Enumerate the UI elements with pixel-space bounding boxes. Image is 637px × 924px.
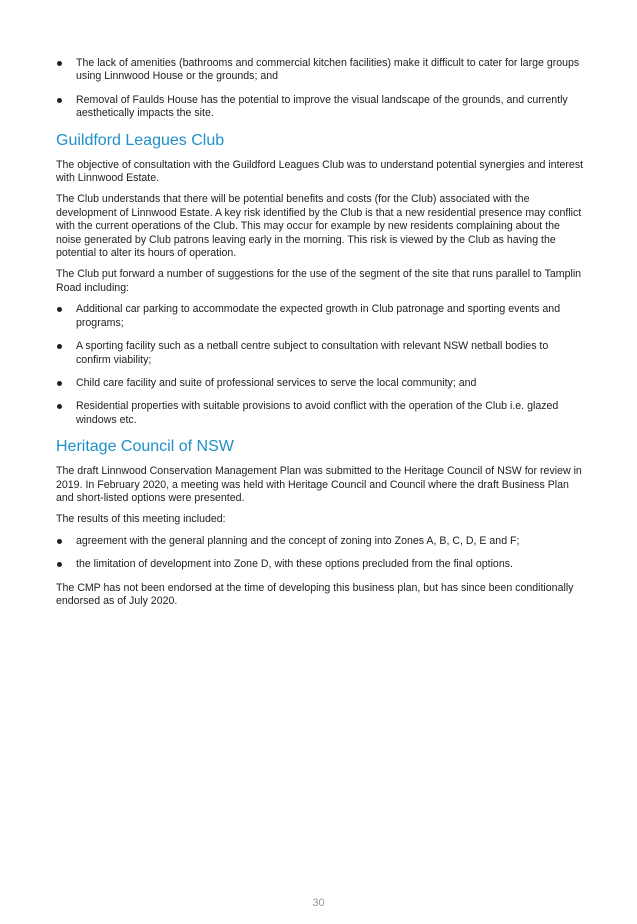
bullet-icon — [57, 307, 62, 312]
paragraph: The Club understands that there will be potential benefits and costs (for the Club) associated with the development of Linnwood Estate. A key risk identified by the Club is that a new residential presence may conflict with the current operations of the Club. This may occur for example by new residents complaining about the noise generated by Club patrons leaving early in the morning. This risk is viewed by the Club as having the potential to alter its hours of operation. — [56, 193, 582, 260]
list-item-text: the limitation of development into Zone D, with these options precluded from the final options. — [76, 558, 513, 571]
list-item-text: A sporting facility such as a netball centre subject to consultation with relevant NSW netball bodies to confirm viability; — [76, 340, 549, 366]
list-item-text: Removal of Faulds House has the potential to improve the visual landscape of the grounds, and currently aesthetically impacts the site. — [76, 93, 568, 120]
paragraph: The results of this meeting included: — [56, 513, 226, 526]
list-item — [56, 340, 584, 367]
list-item-text: Residential properties with suitable provisions to avoid conflict with the operation of the Club i.e. glazed windows etc. — [76, 400, 559, 426]
paragraph: The objective of consultation with the Guildford Leagues Club was to understand potential synergies and interest with Linnwood Estate. — [56, 158, 584, 185]
list-item — [56, 558, 584, 571]
list-item-text: The lack of amenities (bathrooms and commercial kitchen facilities) make it difficult to cater for large groups using Linnwood House or the grounds; and — [76, 57, 580, 83]
bullet-icon — [57, 404, 62, 409]
list-item — [56, 535, 584, 548]
top-bullet-list — [56, 57, 584, 121]
paragraph: The Club put forward a number of suggestions for the use of the segment of the site that runs parallel to Tamplin Road including: — [56, 268, 582, 294]
closing-paragraph: The CMP has not been endorsed at the time of developing this business plan, but has since been conditionally endorsed as of July 2020. — [56, 581, 574, 607]
page-number: 30 — [312, 897, 325, 909]
bullet-icon — [57, 344, 62, 349]
section-heading-heritage: Heritage Council of NSW — [56, 438, 234, 456]
paragraph: The draft Linnwood Conservation Management Plan was submitted to the Heritage Council of NSW for review in 2019. In February 2020, a meeting was held with Heritage Council and Council where the draft Business Plan and short-listed options were presented. — [56, 465, 582, 504]
list-item — [56, 303, 584, 330]
list-item — [56, 57, 584, 84]
list-item-text: agreement with the general planning and the concept of zoning into Zones A, B, C, D, E and F; — [76, 534, 520, 547]
bullet-icon — [57, 61, 62, 66]
list-item-text: Child care facility and suite of professional services to serve the local community; and — [76, 376, 477, 389]
list-item — [56, 377, 584, 390]
section-heading-guildford: Guildford Leagues Club — [56, 131, 225, 149]
bullet-icon — [57, 98, 62, 103]
page-content — [56, 57, 584, 616]
heritage-bullet-list — [56, 535, 584, 572]
list-item — [56, 400, 584, 427]
list-item — [56, 94, 584, 121]
list-item-text: Additional car parking to accommodate the expected growth in Club patronage and sporting events and programs; — [76, 303, 561, 329]
bullet-icon — [57, 381, 62, 386]
bullet-icon — [57, 539, 62, 544]
bullet-icon — [57, 562, 62, 567]
guildford-bullet-list — [56, 303, 584, 427]
